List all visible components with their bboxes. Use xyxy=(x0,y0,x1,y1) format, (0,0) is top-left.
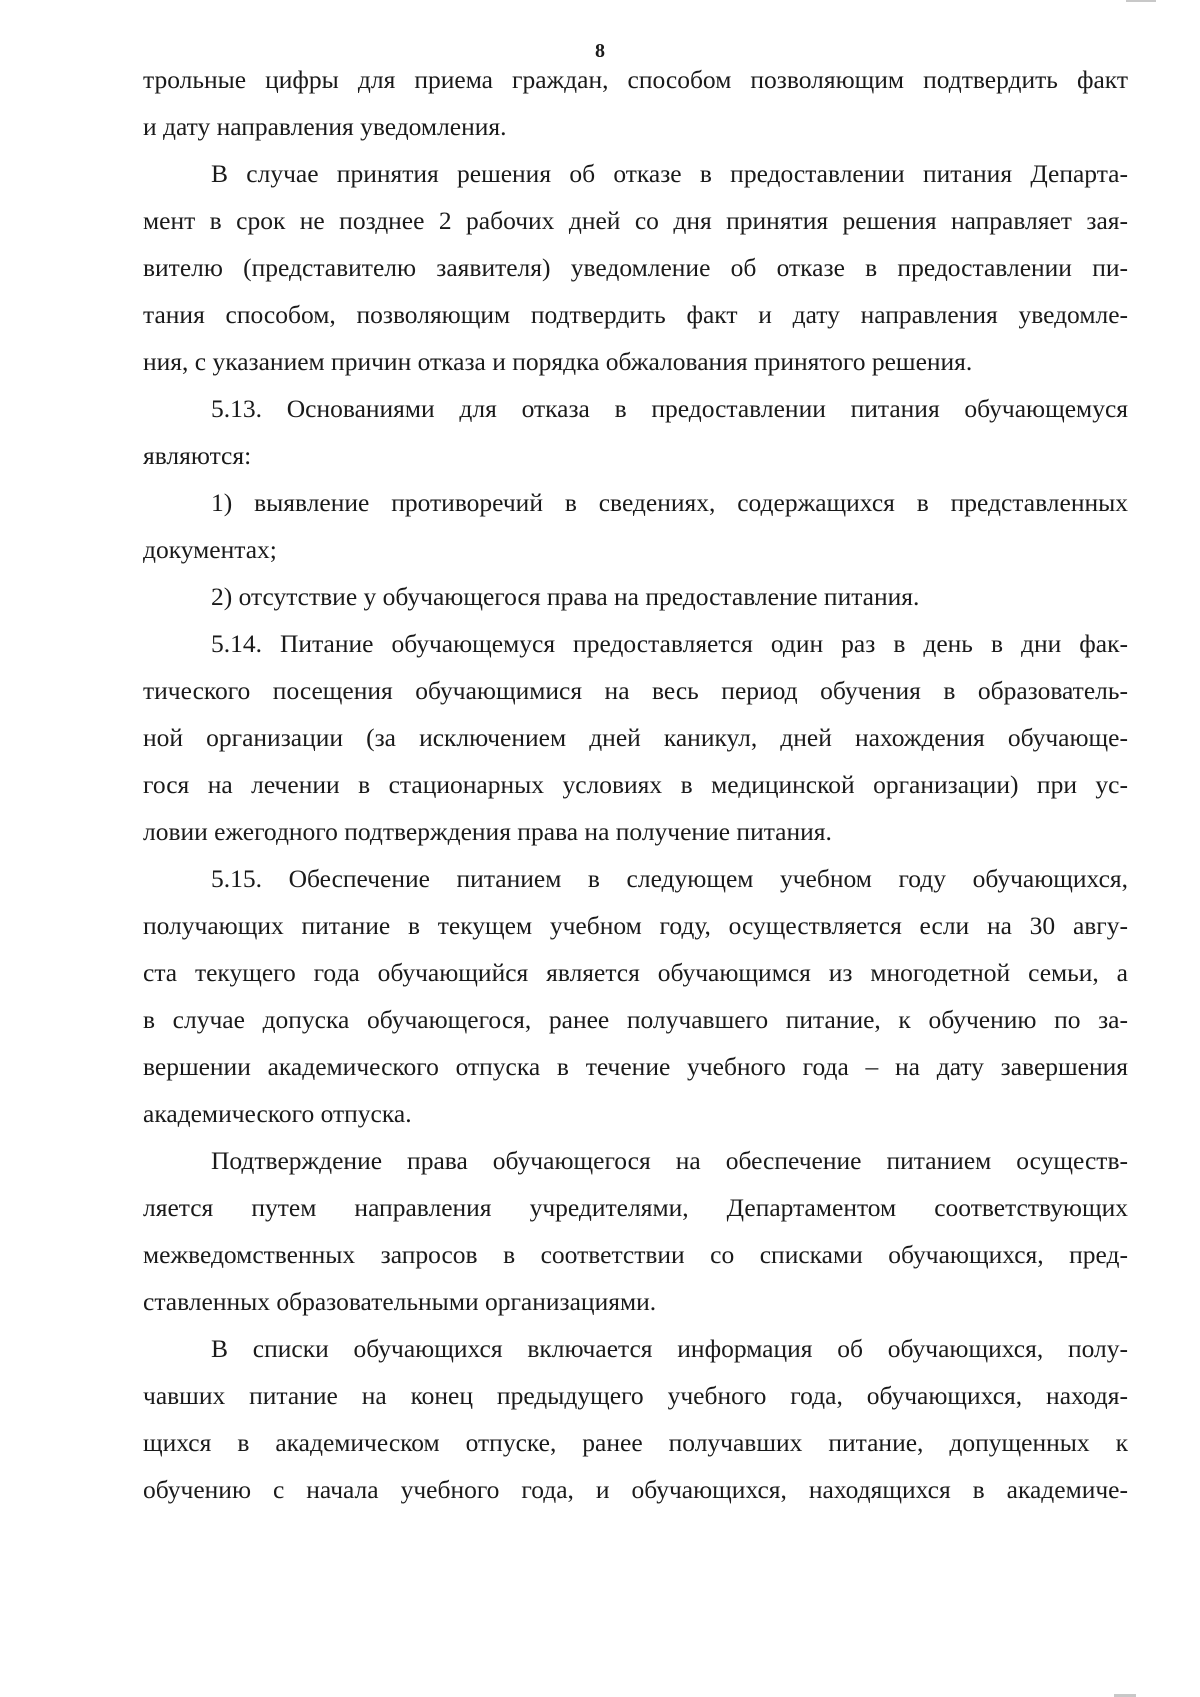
text-line: являются: xyxy=(143,441,252,470)
text-line: вителю (представителю заявителя) уведомление об отказе в предоставлении пи- xyxy=(143,253,1128,282)
text-line: обучению с начала учебного года, и обучающихся, находящихся в академиче- xyxy=(143,1475,1128,1504)
paragraph xyxy=(143,855,1128,1137)
text-line: щихся в академическом отпуске, ранее получавших питание, допущенных к xyxy=(143,1428,1128,1457)
list-item xyxy=(143,479,1128,573)
paragraph xyxy=(143,150,1128,385)
text-line: вершении академического отпуска в течение учебного года – на дату завершения xyxy=(143,1052,1128,1081)
text-line: документах; xyxy=(143,535,277,564)
document-body xyxy=(143,56,1128,1513)
paragraph xyxy=(143,1137,1128,1325)
list-item xyxy=(143,573,1128,620)
text-line: В случае принятия решения об отказе в предоставлении питания Департа- xyxy=(211,159,1128,188)
text-line: ставленных образовательными организациями. xyxy=(143,1287,657,1316)
text-line: 5.14. Питание обучающемуся предоставляется один раз в день в дни фак- xyxy=(211,629,1128,658)
page-number: 8 xyxy=(595,40,605,62)
text-line: ста текущего года обучающийся является обучающимся из многодетной семьи, а xyxy=(143,958,1128,987)
text-line: 1) выявление противоречий в сведениях, содержащихся в представленных xyxy=(211,488,1128,517)
text-line: в случае допуска обучающегося, ранее получавшего питание, к обучению по за- xyxy=(143,1005,1128,1034)
text-line: ной организации (за исключением дней каникул, дней нахождения обучающе- xyxy=(143,723,1128,752)
text-line: академического отпуска. xyxy=(143,1099,412,1128)
text-line: 5.15. Обеспечение питанием в следующем учебном году обучающихся, xyxy=(211,864,1128,893)
scan-mark-top xyxy=(1126,0,1156,2)
text-line: ния, с указанием причин отказа и порядка обжалования принятого решения. xyxy=(143,347,973,376)
paragraph xyxy=(143,1325,1128,1513)
text-line: 2) отсутствие у обучающегося права на предоставление питания. xyxy=(211,582,920,611)
paragraph xyxy=(143,56,1128,150)
text-line: получающих питание в текущем учебном году, осуществляется если на 30 авгу- xyxy=(143,911,1128,940)
text-line: 5.13. Основаниями для отказа в предоставлении питания обучающемуся xyxy=(211,394,1128,423)
paragraph xyxy=(143,385,1128,479)
text-line: межведомственных запросов в соответствии со списками обучающихся, пред- xyxy=(143,1240,1128,1269)
text-line: Подтверждение права обучающегося на обеспечение питанием осуществ- xyxy=(211,1146,1128,1175)
text-line: трольные цифры для приема граждан, способом позволяющим подтвердить факт xyxy=(143,65,1128,94)
text-line: тического посещения обучающимися на весь период обучения в образователь- xyxy=(143,676,1128,705)
text-line: ляется путем направления учредителями, Департаментом соответствующих xyxy=(143,1193,1128,1222)
text-line: гося на лечении в стационарных условиях в медицинской организации) при ус- xyxy=(143,770,1128,799)
text-line: мент в срок не позднее 2 рабочих дней со дня принятия решения направляет зая- xyxy=(143,206,1128,235)
text-line: ловии ежегодного подтверждения права на получение питания. xyxy=(143,817,832,846)
text-line: тания способом, позволяющим подтвердить факт и дату направления уведомле- xyxy=(143,300,1128,329)
paragraph xyxy=(143,620,1128,855)
text-line: и дату направления уведомления. xyxy=(143,112,507,141)
text-line: В списки обучающихся включается информация об обучающихся, полу- xyxy=(211,1334,1128,1363)
text-line: чавших питание на конец предыдущего учебного года, обучающихся, находя- xyxy=(143,1381,1128,1410)
